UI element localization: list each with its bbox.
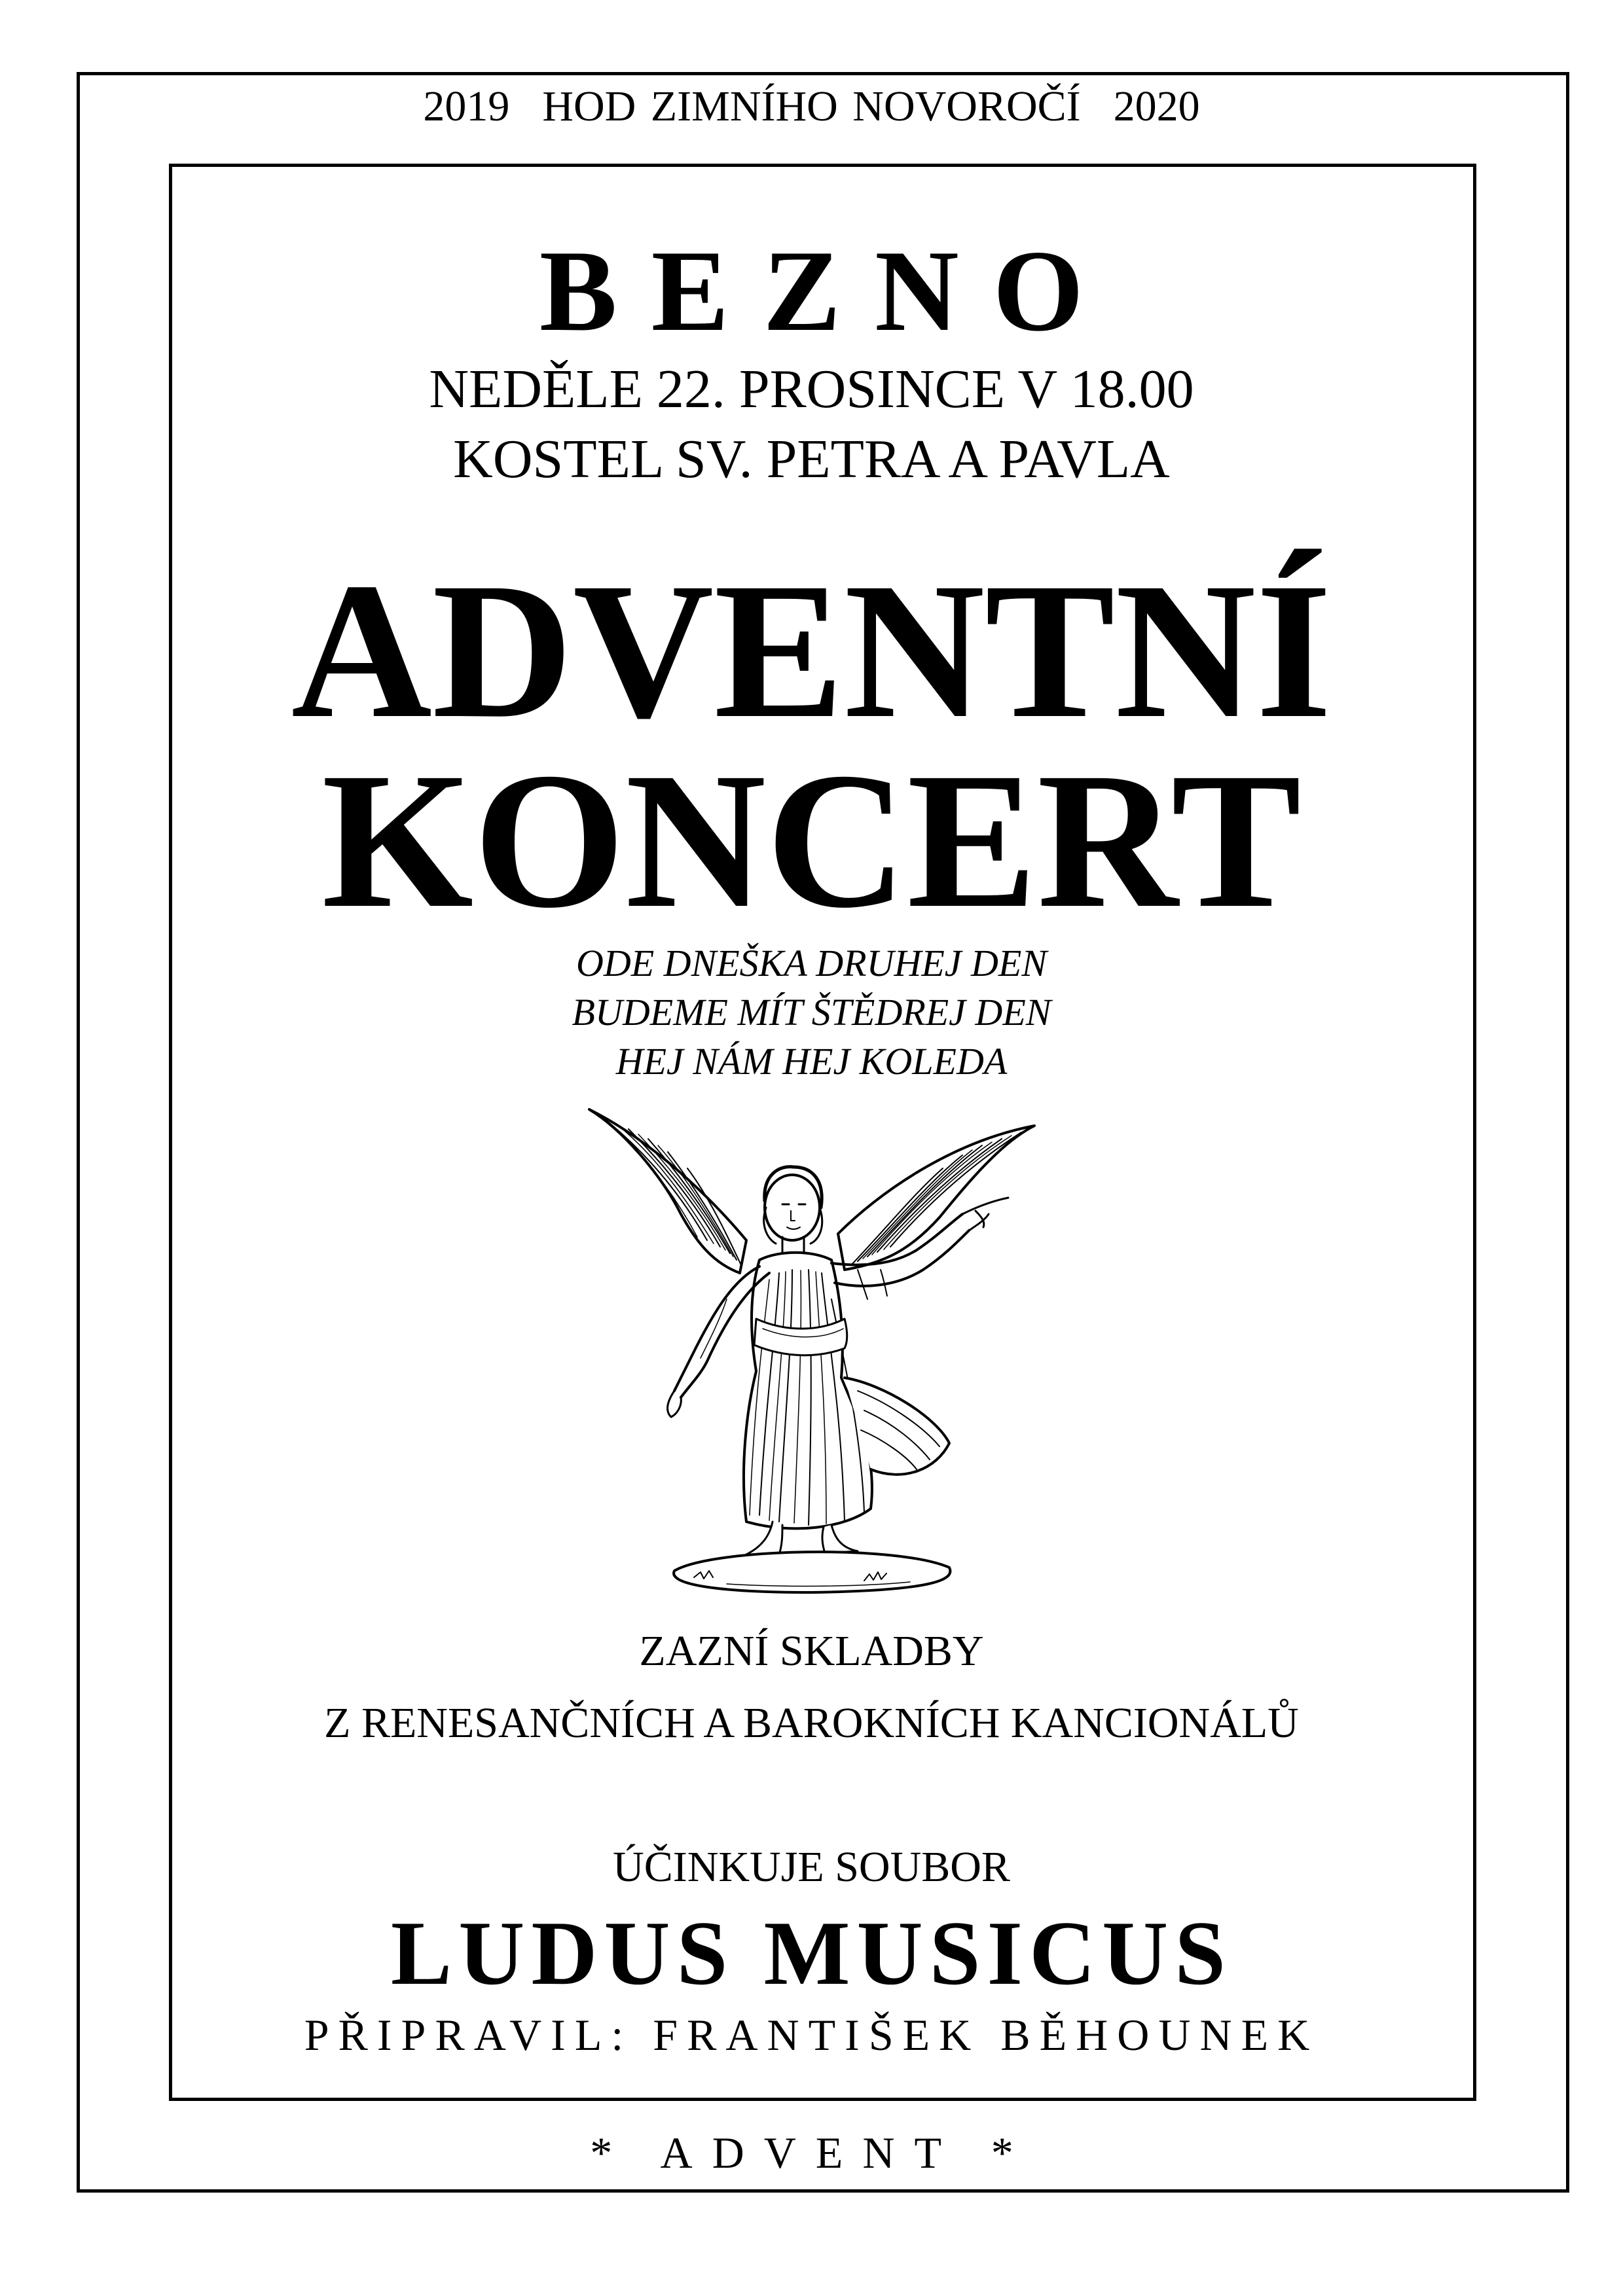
venue-line: KOSTEL SV. PETRA A PAVLA (453, 429, 1170, 490)
header-year-end: 2020 (1113, 82, 1200, 130)
ensemble-name: LUDUS MUSICUS (390, 1903, 1233, 2004)
verse-line-1: ODE DNEŠKA DRUHEJ DEN (575, 942, 1048, 984)
footer-advent: * ADVENT * (590, 2128, 1033, 2178)
performer-label: ÚČINKUJE SOUBOR (613, 1843, 1010, 1891)
verse-line-2: BUDEME MÍT ŠTĚDREJ DEN (572, 991, 1051, 1033)
program-line-1: ZAZNÍ SKLADBY (639, 1627, 984, 1675)
title-line-2: KONCERT (321, 732, 1302, 948)
town-name: BEZNO (539, 226, 1118, 355)
title-line-1: ADVENTNÍ (291, 543, 1332, 759)
header-line (0, 82, 1623, 130)
date-line: NEDĚLE 22. PROSINCE V 18.00 (429, 359, 1194, 420)
prepared-by: PŘIPRAVIL: FRANTIŠEK BĚHOUNEK (304, 2010, 1319, 2060)
program-line-2: Z RENESANČNÍCH A BAROKNÍCH KANCIONÁLŮ (324, 1699, 1299, 1747)
angel-engraving-icon (583, 1103, 1041, 1600)
verse-line-3: HEJ NÁM HEJ KOLEDA (615, 1040, 1008, 1083)
header-event-name: HOD ZIMNÍHO NOVOROČÍ (542, 82, 1081, 130)
header-year-start: 2019 (423, 82, 510, 130)
